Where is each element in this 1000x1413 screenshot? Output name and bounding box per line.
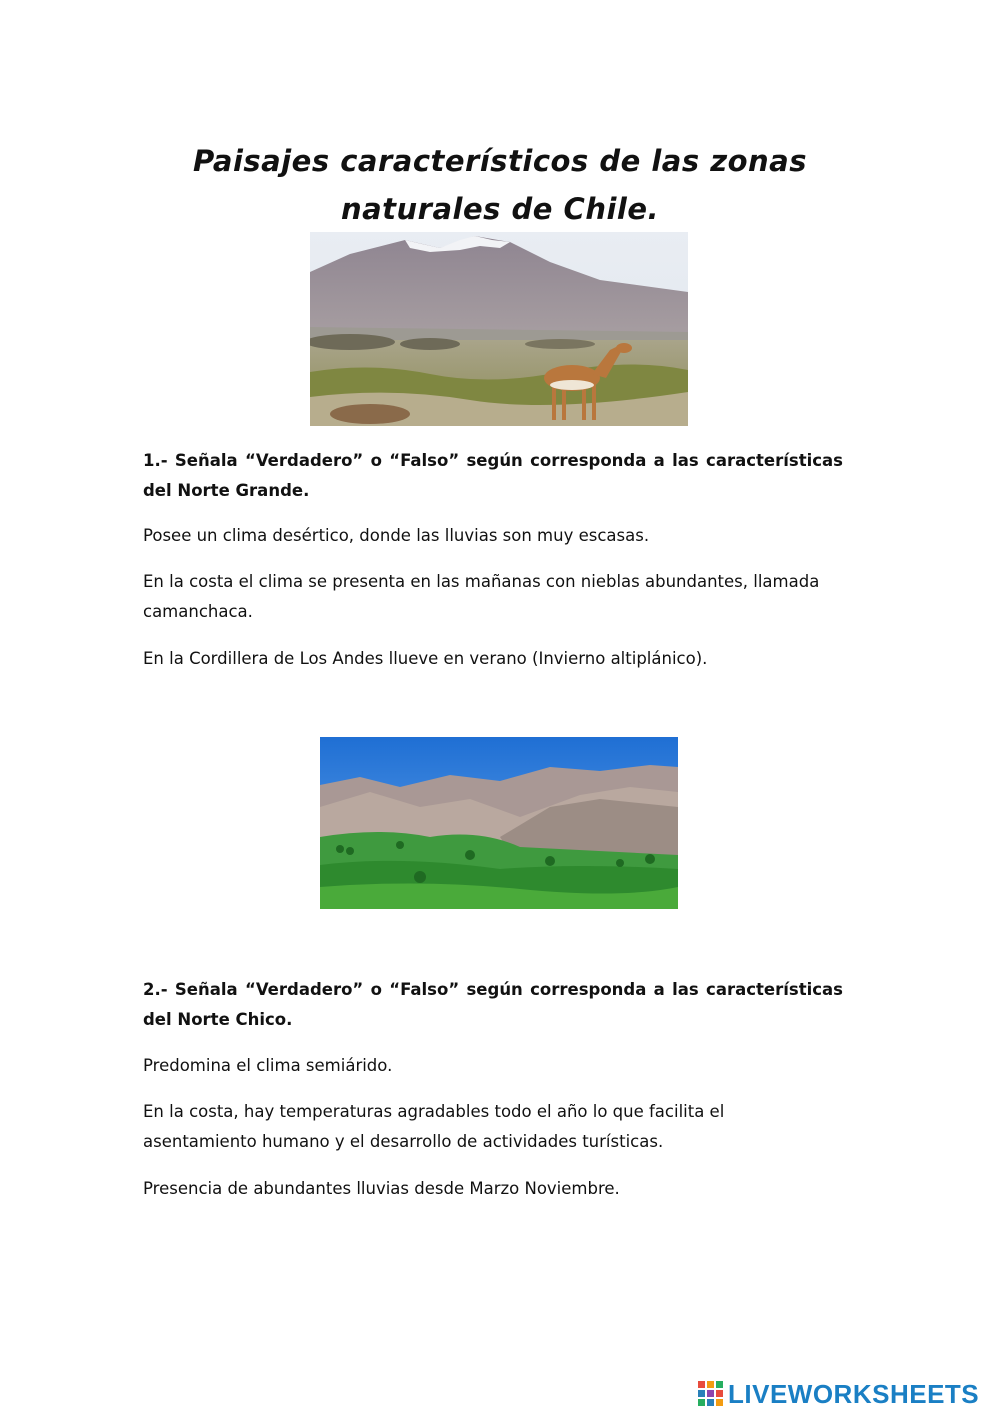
question-2-heading: 2.- Señala “Verdadero” o “Falso” según corresponda a las características del Norte Chico.: [143, 980, 843, 1029]
statement-2-2: En la costa, hay temperaturas agradables todo el año lo que facilita el asentamiento humano y el desarrollo de actividades turísticas.: [143, 1102, 725, 1151]
liveworksheets-logo: [698, 1377, 979, 1411]
question-1-heading: 1.- Señala “Verdadero” o “Falso” según corresponda a las características del Norte Grande.: [143, 451, 843, 500]
statement-1-1: Posee un clima desértico, donde las lluvias son muy escasas.: [143, 526, 650, 545]
logo-text: LIVEWORKSHEETS: [728, 1378, 980, 1409]
statement-1-3: En la Cordillera de Los Andes llueve en verano (Invierno altiplánico).: [143, 649, 708, 668]
statement-2-1: Predomina el clima semiárido.: [143, 1056, 393, 1075]
green-valley-photo: [320, 737, 678, 909]
liveworksheets-icon: [698, 1381, 724, 1407]
vicuna-altiplano-photo: [310, 232, 688, 426]
page-title: Paisajes característicos de las zonas naturales de Chile.: [192, 144, 807, 227]
statement-2-3: Presencia de abundantes lluvias desde Marzo Noviembre.: [143, 1179, 620, 1198]
statement-1-2: En la costa el clima se presenta en las mañanas con nieblas abundantes, llamada camanchaca.: [143, 572, 820, 621]
